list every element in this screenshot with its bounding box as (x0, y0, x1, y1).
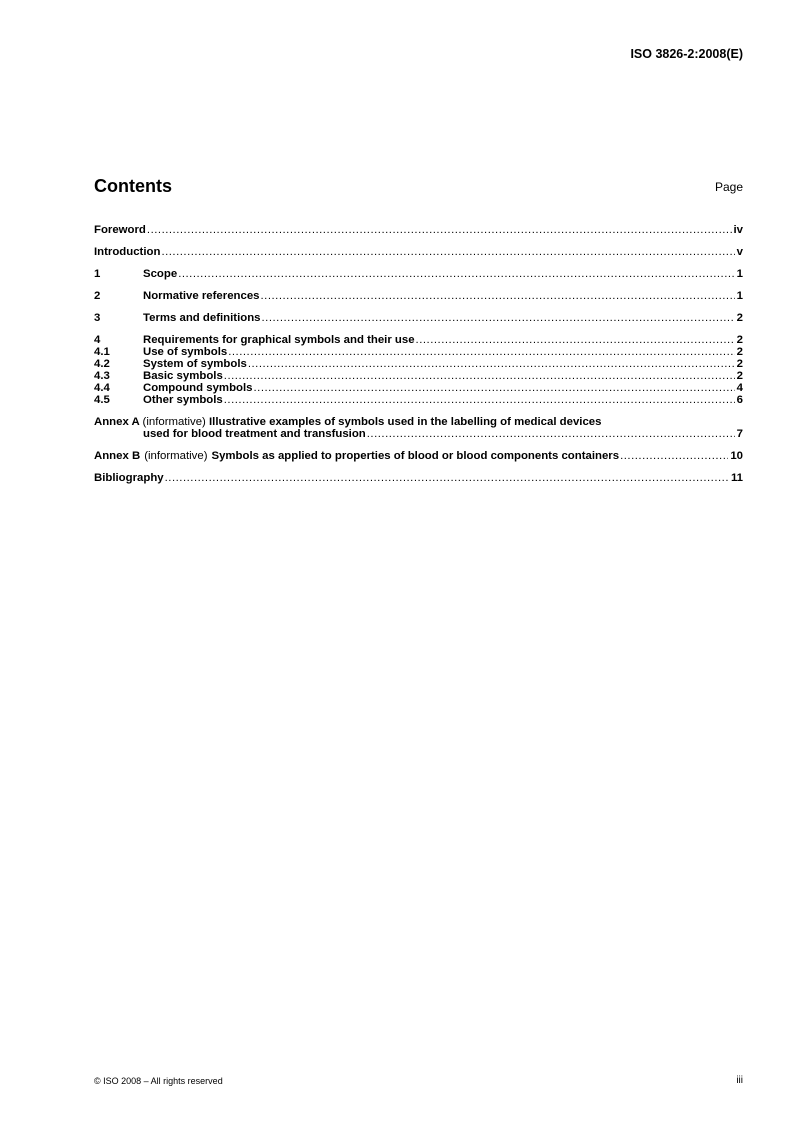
toc-leader-dots (253, 382, 734, 394)
toc-page-number: 2 (736, 358, 743, 370)
toc-clause-number: 2 (94, 290, 101, 302)
toc-entry-other-symbols[interactable] (94, 394, 743, 406)
toc-clause-number: 4.1 (94, 346, 110, 358)
toc-leader-dots (224, 394, 735, 406)
toc-leader-dots (416, 334, 735, 346)
toc-title: Basic symbols (143, 370, 223, 382)
toc-entry-use-of-symbols[interactable] (94, 346, 743, 358)
toc-page-number: v (736, 246, 743, 258)
toc-leader-dots (165, 472, 729, 484)
toc-page-number: 6 (736, 394, 743, 406)
page-column-label: Page (714, 180, 743, 194)
table-of-contents (94, 224, 743, 484)
toc-title: Other symbols (143, 394, 223, 406)
toc-leader-dots (224, 370, 735, 382)
toc-clause-number: 4.2 (94, 358, 110, 370)
toc-leader-dots (248, 358, 735, 370)
toc-page-number: 1 (736, 290, 743, 302)
annex-informative: (informative) (142, 416, 206, 428)
toc-entry-annex-b[interactable] (94, 450, 743, 462)
toc-entry-bibliography[interactable] (94, 472, 743, 484)
toc-clause-number: 1 (94, 268, 101, 280)
toc-page-number: iv (733, 224, 743, 236)
toc-page-number: 10 (730, 450, 743, 462)
toc-title: Normative references (143, 290, 260, 302)
toc-entry-foreword[interactable] (94, 224, 743, 236)
toc-title: Compound symbols (143, 382, 253, 394)
toc-entry-terms-definitions[interactable] (94, 312, 743, 324)
toc-leader-dots (620, 450, 728, 462)
toc-leader-dots (161, 246, 734, 258)
footer-copyright: © ISO 2008 – All rights reserved (94, 1076, 223, 1086)
toc-page-number: 7 (736, 428, 743, 440)
toc-leader-dots (228, 346, 734, 358)
contents-heading: Contents (94, 176, 172, 196)
toc-title: Requirements for graphical symbols and their use (143, 334, 415, 346)
toc-clause-number: 3 (94, 312, 101, 324)
document-code: ISO 3826-2:2008(E) (630, 47, 743, 61)
toc-title: Introduction (94, 246, 161, 258)
toc-entry-requirements[interactable] (94, 334, 743, 346)
toc-entry-scope[interactable] (94, 268, 743, 280)
annex-title: Symbols as applied to properties of blood or blood components containers (211, 450, 620, 462)
toc-clause-number: 4.3 (94, 370, 110, 382)
toc-clause-number: 4 (94, 334, 101, 346)
toc-page-number: 4 (736, 382, 743, 394)
toc-clause-number: 4.4 (94, 382, 110, 394)
toc-entry-normative-references[interactable] (94, 290, 743, 302)
toc-title: Bibliography (94, 472, 164, 484)
toc-page-number: 2 (736, 370, 743, 382)
toc-title: Use of symbols (143, 346, 228, 358)
toc-leader-dots (367, 428, 735, 440)
toc-title: Foreword (94, 224, 146, 236)
toc-page-number: 1 (736, 268, 743, 280)
toc-leader-dots (147, 224, 732, 236)
toc-entry-introduction[interactable] (94, 246, 743, 258)
toc-entry-basic-symbols[interactable] (94, 370, 743, 382)
toc-entry-annex-a-continued[interactable] (94, 428, 743, 440)
toc-title: Scope (143, 268, 178, 280)
footer-page-number: iii (736, 1075, 743, 1086)
toc-entry-system-of-symbols[interactable] (94, 358, 743, 370)
toc-leader-dots (261, 290, 735, 302)
toc-clause-number: 4.5 (94, 394, 110, 406)
toc-title: Terms and definitions (143, 312, 261, 324)
annex-label: Annex A (94, 416, 140, 428)
annex-label: Annex B (94, 450, 141, 462)
toc-title: System of symbols (143, 358, 247, 370)
toc-page-number: 2 (736, 312, 743, 324)
toc-page-number: 2 (736, 346, 743, 358)
toc-page-number: 11 (730, 472, 743, 484)
annex-informative: (informative) (144, 450, 208, 462)
annex-title-line2: used for blood treatment and transfusion (143, 428, 366, 440)
toc-entry-compound-symbols[interactable] (94, 382, 743, 394)
toc-leader-dots (178, 268, 734, 280)
toc-leader-dots (262, 312, 735, 324)
annex-title-line1: Illustrative examples of symbols used in the labelling of medical devices (209, 416, 602, 428)
toc-page-number: 2 (736, 334, 743, 346)
toc-entry-annex-a[interactable] (94, 416, 743, 428)
